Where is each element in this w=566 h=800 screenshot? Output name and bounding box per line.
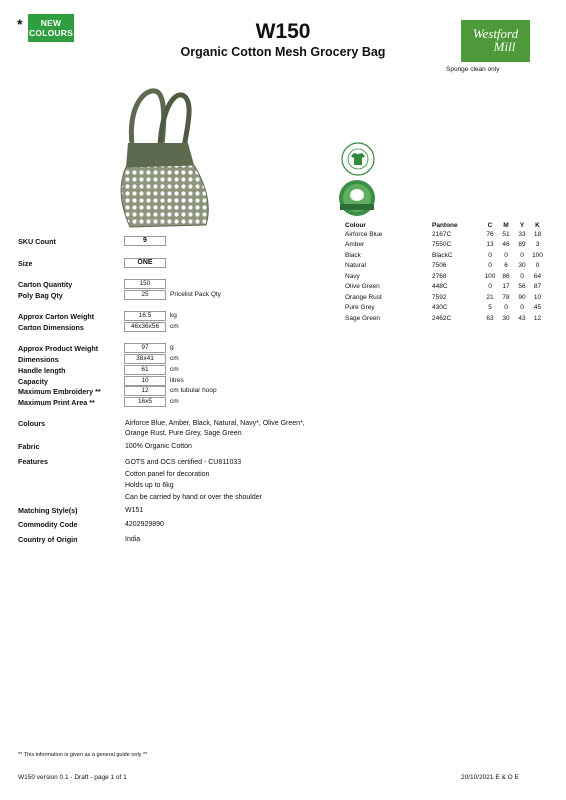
matching-style-value: W151 <box>125 507 144 514</box>
table-cell: Airforce Blue <box>345 230 383 238</box>
capacity-value: 10 <box>124 376 166 386</box>
table-cell: 30 <box>502 314 510 322</box>
table-cell: 13 <box>486 241 494 249</box>
product-code-title: W150 <box>255 20 311 43</box>
product-weight-value: 97 <box>124 343 166 353</box>
dimensions-unit: cm <box>170 355 179 362</box>
table-cell: 0 <box>535 262 540 270</box>
carton-weight-value: 16.5 <box>124 311 166 321</box>
table-cell: 0 <box>488 283 492 291</box>
table-cell: 6 <box>504 262 508 270</box>
max-print-area-label: Maximum Print Area ** <box>18 398 95 407</box>
table-cell: 448C <box>432 283 448 291</box>
capacity-unit: litres <box>170 377 184 384</box>
table-cell: 64 <box>533 272 542 280</box>
carton-dimensions-unit: cm <box>170 323 179 330</box>
max-embroidery-value: 12 <box>124 386 166 396</box>
table-row <box>345 240 545 251</box>
badge-line-1: NEW <box>40 18 62 28</box>
table-cell: 5 <box>488 304 492 312</box>
table-row <box>345 261 545 272</box>
handle-length-value: 61 <box>124 365 166 375</box>
table-cell: 17 <box>502 283 510 291</box>
table-cell: 63 <box>486 314 494 322</box>
table-cell: 78 <box>502 293 510 301</box>
max-embroidery-unit: cm tubular hoop <box>170 387 217 394</box>
fabric-label: Fabric <box>18 442 40 451</box>
table-cell: 0 <box>488 262 492 270</box>
capacity-label: Capacity <box>18 377 48 386</box>
table-header: M <box>503 221 509 229</box>
table-header: Y <box>519 221 525 229</box>
table-row <box>345 282 545 293</box>
carton-weight-label: Approx Carton Weight <box>18 312 95 321</box>
table-cell: Navy <box>345 272 360 280</box>
table-row <box>345 271 545 282</box>
colours-line-2: Orange Rust, Pure Grey, Sage Green <box>125 429 242 437</box>
table-cell: 46 <box>502 241 510 249</box>
feature-item: Cotton panel for decoration <box>125 470 210 478</box>
new-colours-asterisk: * <box>17 16 23 32</box>
care-instruction: Sponge clean only <box>446 66 500 73</box>
poly-bag-qty-unit: Pricelist Pack Qty <box>170 291 221 298</box>
max-print-area-unit: cm <box>170 398 179 405</box>
document-date: 20/10/2021 E & O E <box>461 774 519 781</box>
logo-word-2: Mill <box>493 39 516 54</box>
max-embroidery-label: Maximum Embroidery ** <box>18 387 101 396</box>
table-cell: 30 <box>518 262 526 270</box>
table-cell: 86 <box>502 272 510 280</box>
table-cell: 21 <box>486 293 494 301</box>
table-header: C <box>487 221 493 229</box>
dimensions-label: Dimensions <box>18 355 59 364</box>
table-cell: 0 <box>504 251 508 259</box>
carton-dimensions-value: 46x36x56 <box>124 322 166 332</box>
table-row <box>345 250 545 261</box>
table-cell: 2167C <box>432 230 452 238</box>
table-cell: 76 <box>486 230 494 238</box>
table-cell: 87 <box>533 283 542 291</box>
table-cell: BlackC <box>432 251 453 259</box>
table-row <box>345 303 545 314</box>
table-cell: 2462C <box>432 314 452 322</box>
table-cell: 430C <box>432 304 448 312</box>
features-list <box>125 457 262 503</box>
ocs-organic-certification-icon <box>337 178 377 218</box>
table-cell: 89 <box>518 241 526 249</box>
commodity-code-label: Commodity Code <box>18 520 78 529</box>
table-cell: Natural <box>345 262 366 270</box>
table-cell: 56 <box>518 283 526 291</box>
table-cell: 0 <box>504 304 508 312</box>
colours-list <box>125 419 305 438</box>
westford-mill-logo <box>461 20 530 62</box>
table-cell: 100 <box>532 251 543 259</box>
table-cell: 45 <box>533 304 542 312</box>
product-weight-label: Approx Product Weight <box>18 344 99 353</box>
carton-weight-unit: kg <box>170 312 177 319</box>
table-cell: 10 <box>533 293 542 301</box>
poly-bag-qty-label: Poly Bag Qty <box>18 291 63 300</box>
country-of-origin-label: Country of Origin <box>18 535 78 544</box>
sku-count-label: SKU Count <box>18 237 56 246</box>
table-cell: Amber <box>345 241 365 249</box>
table-header-row <box>345 221 545 229</box>
handle-length-unit: cm <box>170 366 179 373</box>
poly-bag-qty-value: 25 <box>124 290 166 300</box>
table-cell: 0 <box>488 251 492 259</box>
table-cell: 100 <box>484 272 496 280</box>
table-cell: 12 <box>533 314 542 322</box>
general-guide-disclaimer: ** This information is given as a general guide only ** <box>18 752 148 758</box>
colours-label: Colours <box>18 419 46 428</box>
table-cell: 7550C <box>432 241 452 249</box>
colours-line-1: Airforce Blue, Amber, Black, Natural, Navy*, Olive Green*, <box>125 420 305 427</box>
gots-certification-icon <box>339 140 377 178</box>
size-label: Size <box>18 259 33 268</box>
table-cell: 0 <box>520 304 524 312</box>
table-cell: 43 <box>518 314 526 322</box>
table-cell: 3 <box>535 241 540 249</box>
commodity-code-value: 4202929890 <box>125 521 164 528</box>
fabric-value: 100% Organic Cotton <box>125 443 192 450</box>
feature-item: GOTS and OCS certified - CU811033 <box>125 459 242 466</box>
table-row <box>345 229 545 240</box>
logo-word-1: Westford <box>472 26 519 41</box>
table-cell: Pure Grey <box>345 304 375 312</box>
table-cell: Orange Rust <box>345 293 382 301</box>
feature-item: Can be carried by hand or over the shoulder <box>125 493 262 501</box>
table-cell: Olive Green <box>345 283 380 291</box>
table-cell: 7592 <box>432 293 447 301</box>
feature-item: Holds up to 6kg <box>125 482 174 489</box>
product-weight-unit: g <box>170 344 174 351</box>
matching-style-label: Matching Style(s) <box>18 506 78 515</box>
dimensions-value: 38x41 <box>124 354 166 364</box>
table-cell: 0 <box>520 251 524 259</box>
table-cell: 7506 <box>432 262 447 270</box>
table-cell: 33 <box>518 230 526 238</box>
table-cell: 51 <box>502 230 510 238</box>
table-cell: Sage Green <box>345 314 381 322</box>
table-header: Colour <box>345 221 366 229</box>
country-of-origin-value: India <box>125 536 141 543</box>
table-row <box>345 292 545 303</box>
handle-length-label: Handle length <box>18 366 66 375</box>
badge-line-2: COLOURS <box>29 28 73 38</box>
features-label: Features <box>18 457 48 466</box>
table-cell: Black <box>345 251 361 259</box>
table-cell: 0 <box>520 272 524 280</box>
sku-count-value: 9 <box>124 236 166 246</box>
table-header: K <box>535 221 540 229</box>
max-print-area-value: 16x5 <box>124 397 166 407</box>
table-header: Pantone <box>432 221 458 229</box>
document-version: W150 version 0.1 - Draft - page 1 of 1 <box>18 774 127 781</box>
table-cell: 90 <box>518 293 526 301</box>
carton-dimensions-label: Carton Dimensions <box>18 323 84 332</box>
table-cell: 18 <box>533 230 542 238</box>
carton-quantity-value: 150 <box>124 279 166 289</box>
colour-pantone-cmyk-table <box>345 221 545 324</box>
size-value: ONE <box>124 258 166 268</box>
mesh-bag-image <box>110 85 220 230</box>
product-name-subtitle: Organic Cotton Mesh Grocery Bag <box>180 45 386 59</box>
table-row <box>345 313 545 324</box>
carton-quantity-label: Carton Quantity <box>18 280 73 289</box>
table-cell: 2768 <box>432 272 447 280</box>
